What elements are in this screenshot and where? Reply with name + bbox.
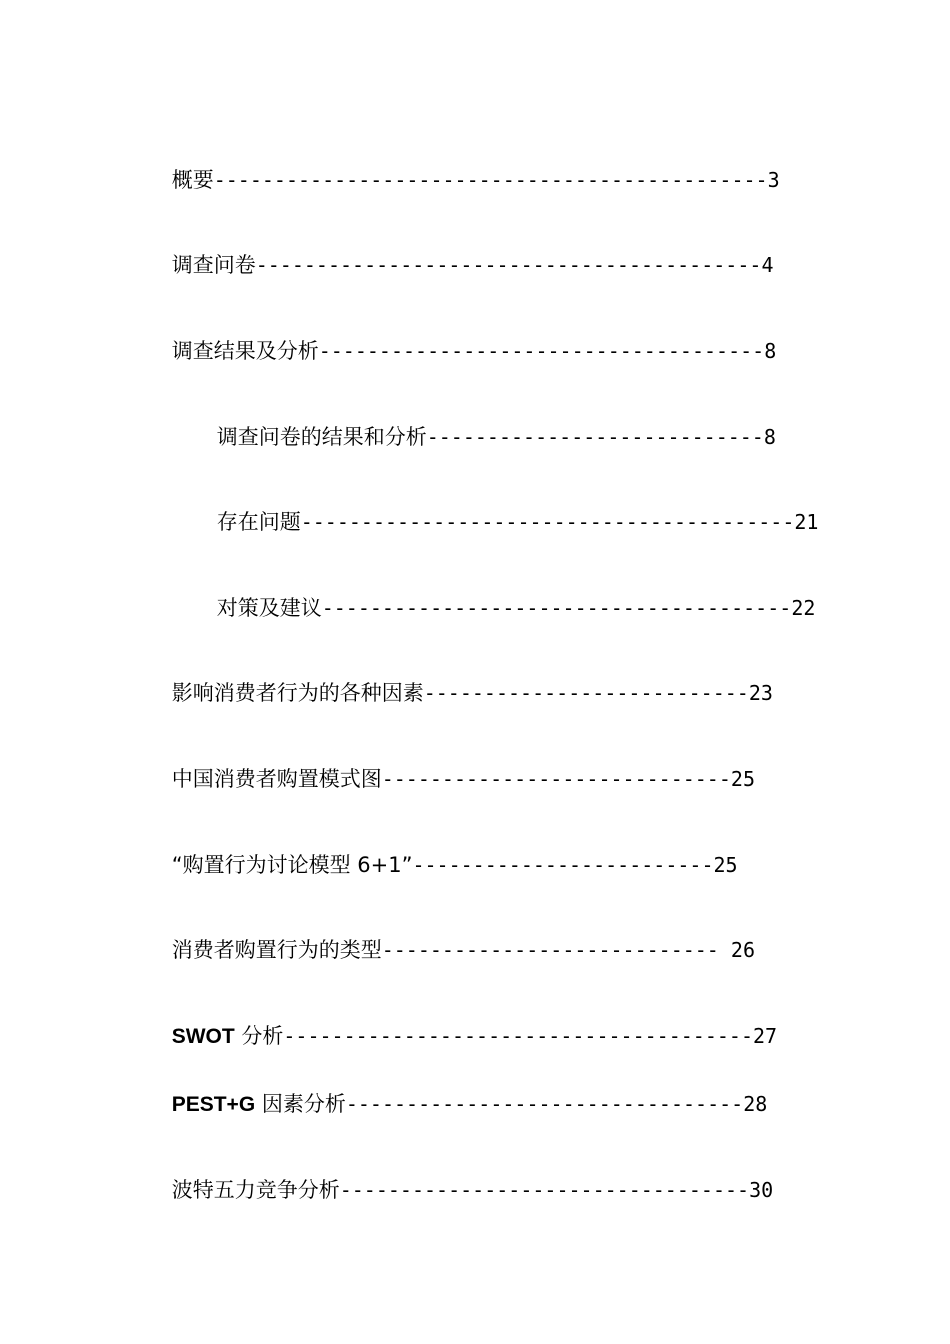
toc-entry-leader: ----------------------------: [381, 938, 731, 962]
toc-entry-page: 30: [749, 1178, 774, 1202]
toc-entry-suggestions: [190, 566, 815, 650]
toc-entry-page: 28: [743, 1092, 768, 1116]
toc-entry-leader: ---------------------------: [423, 681, 749, 705]
toc-entry-title: 调查问卷的结果和分析: [216, 425, 427, 449]
toc-entry-page: 22: [791, 596, 816, 620]
toc-entry-leader: ----------------------------: [426, 425, 764, 449]
toc-entry-page: 8: [763, 425, 776, 449]
toc-entry-purchase-model: [145, 737, 755, 821]
toc-entry-page: 23: [748, 681, 773, 705]
toc-entry-page: 27: [753, 1024, 778, 1048]
toc-entry-page: 8: [764, 339, 777, 363]
toc-entry-survey-results: [145, 309, 776, 393]
toc-entry-discussion-model: [145, 823, 738, 907]
toc-entry-questionnaire: [145, 223, 773, 307]
toc-entry-title: 概要: [171, 168, 214, 192]
toc-entry-title-latin: SWOT: [171, 1025, 235, 1048]
toc-entry-leader: ----------------------------------: [339, 1178, 750, 1202]
toc-entry-title: 存在问题: [216, 510, 301, 534]
toc-entry-questionnaire-results: [190, 395, 776, 479]
toc-entry-leader: ------------------------------------------: [255, 253, 762, 277]
toc-entry-title: “购置行为讨论模型 6+1”: [171, 853, 413, 877]
toc-entry-title: 中国消费者购置模式图: [171, 767, 382, 791]
toc-entry-leader: ---------------------------------------: [283, 1024, 753, 1048]
toc-entry-leader: ---------------------------------------: [321, 596, 792, 620]
toc-entry-leader: ---------------------------------: [345, 1092, 744, 1116]
toc-entry-overview: [145, 138, 780, 222]
toc-entry-title: 波特五力竞争分析: [171, 1178, 340, 1202]
toc-entry-title: 调查问卷: [171, 253, 256, 277]
toc-entry-page: 4: [761, 253, 774, 277]
toc-entry-title-latin: PEST+G: [171, 1093, 256, 1116]
toc-entry-page: 25: [713, 853, 738, 877]
toc-entry-title: 调查结果及分析: [171, 339, 319, 363]
toc-entry-title: 影响消费者行为的各种因素: [171, 681, 424, 705]
toc-entry-page: 25: [730, 767, 755, 791]
toc-entry-page: 3: [767, 168, 780, 192]
toc-entry-leader: ----------------------------------------------: [213, 168, 768, 192]
toc-entry-problems: [190, 480, 818, 564]
toc-entry-leader: -------------------------------------: [318, 339, 765, 363]
toc-entry-title: 因素分析: [255, 1092, 346, 1116]
toc-entry-title: 分析: [234, 1024, 284, 1048]
toc-entry-leader: -----------------------------------------: [300, 510, 795, 534]
toc-entry-page: 21: [794, 510, 819, 534]
toc-entry-behavior-types: [145, 908, 755, 992]
toc-entry-influencing-factors: [145, 651, 773, 735]
toc-entry-title: 对策及建议: [216, 596, 322, 620]
toc-entry-leader: -----------------------------: [381, 767, 731, 791]
toc-entry-page: 26: [730, 938, 755, 962]
toc-entry-leader: -------------------------: [412, 853, 714, 877]
toc-entry-pest: [145, 1062, 767, 1147]
toc-entry-porter: [145, 1148, 773, 1232]
toc-entry-title: 消费者购置行为的类型: [171, 938, 382, 962]
